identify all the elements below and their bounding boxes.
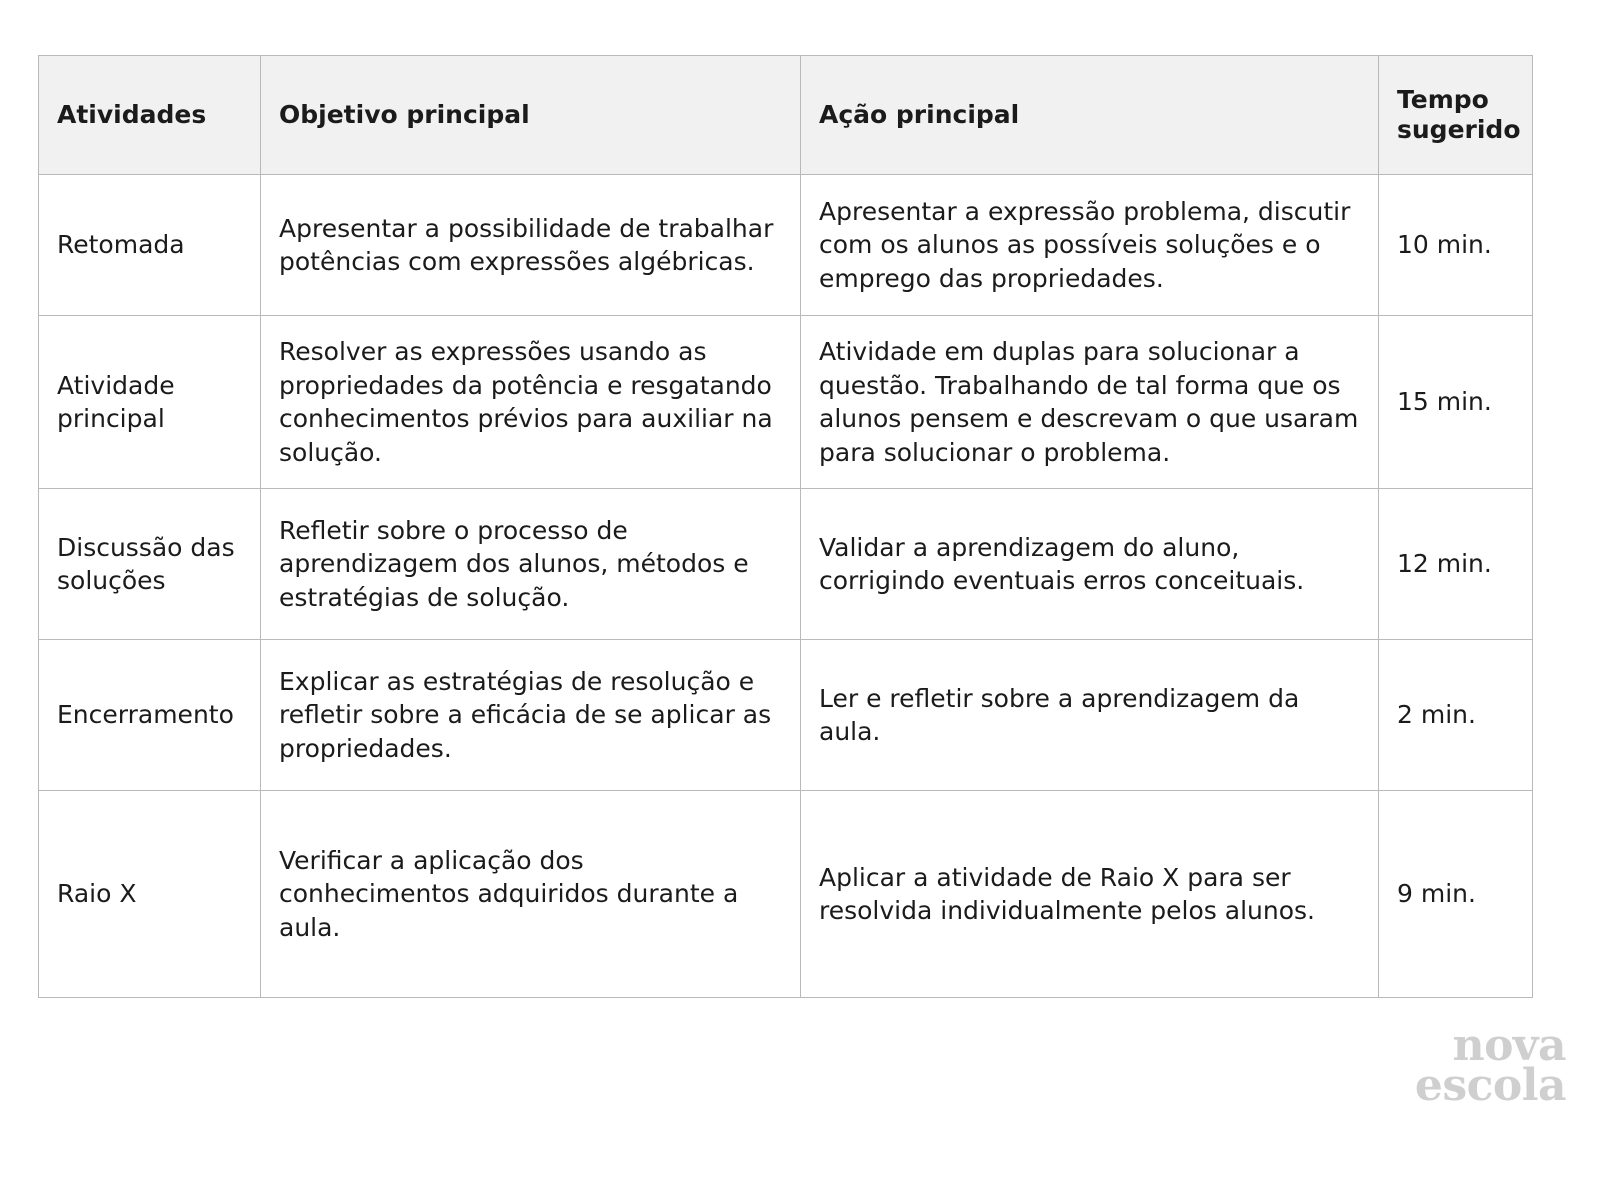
- cell-action: Aplicar a atividade de Raio X para ser resolvida individualmente pelos alunos.: [801, 791, 1379, 998]
- table-body: [39, 175, 1533, 998]
- column-header-objetivo-label: Objetivo principal: [279, 99, 530, 129]
- lesson-plan-table-wrapper: [38, 55, 1532, 998]
- cell-time: 15 min.: [1379, 316, 1533, 489]
- cell-time: 2 min.: [1379, 640, 1533, 791]
- cell-objective: Apresentar a possibilidade de trabalhar potências com expressões algébricas.: [261, 175, 801, 316]
- column-header-atividades-label: Atividades: [57, 99, 207, 129]
- cell-action: Atividade em duplas para solucionar a questão. Trabalhando de tal forma que os alunos pensem e descrevam o que usaram para solucionar o problema.: [801, 316, 1379, 489]
- table-row: [39, 489, 1533, 640]
- cell-objective: Verificar a aplicação dos conhecimentos adquiridos durante a aula.: [261, 791, 801, 998]
- table-row: [39, 640, 1533, 791]
- column-header-tempo-line2: sugerido: [1397, 115, 1521, 144]
- cell-activity: Discussão das soluções: [39, 489, 261, 640]
- table-row: [39, 175, 1533, 316]
- cell-time: 9 min.: [1379, 791, 1533, 998]
- logo-line-escola: escola: [1414, 1060, 1566, 1112]
- cell-time: 12 min.: [1379, 489, 1533, 640]
- cell-action: Ler e refletir sobre a aprendizagem da aula.: [801, 640, 1379, 791]
- cell-activity: Encerramento: [39, 640, 261, 791]
- column-header-atividades: [39, 56, 261, 175]
- cell-time: 10 min.: [1379, 175, 1533, 316]
- cell-objective: Refletir sobre o processo de aprendizagem dos alunos, métodos e estratégias de solução.: [261, 489, 801, 640]
- cell-objective: Resolver as expressões usando as propriedades da potência e resgatando conhecimentos prévios para auxiliar na solução.: [261, 316, 801, 489]
- column-header-acao-label: Ação principal: [819, 99, 1020, 129]
- table-row: [39, 791, 1533, 998]
- column-header-tempo-sugerido: [1379, 56, 1533, 175]
- column-header-objetivo: [261, 56, 801, 175]
- table-row: [39, 316, 1533, 489]
- logo-line-nova: nova: [1452, 1020, 1566, 1071]
- cell-activity: Atividade principal: [39, 316, 261, 489]
- cell-action: Apresentar a expressão problema, discutir com os alunos as possíveis soluções e o emprego das propriedades.: [801, 175, 1379, 316]
- cell-activity: Raio X: [39, 791, 261, 998]
- lesson-plan-table: [38, 55, 1533, 998]
- cell-activity: Retomada: [39, 175, 261, 316]
- cell-objective: Explicar as estratégias de resolução e refletir sobre a eficácia de se aplicar as propriedades.: [261, 640, 801, 791]
- table-header-row: [39, 56, 1533, 175]
- nova-escola-logo: [1346, 1020, 1566, 1112]
- cell-action: Validar a aprendizagem do aluno, corrigindo eventuais erros conceituais.: [801, 489, 1379, 640]
- table-header: [39, 56, 1533, 175]
- column-header-acao: [801, 56, 1379, 175]
- column-header-tempo-line1: Tempo: [1397, 84, 1489, 114]
